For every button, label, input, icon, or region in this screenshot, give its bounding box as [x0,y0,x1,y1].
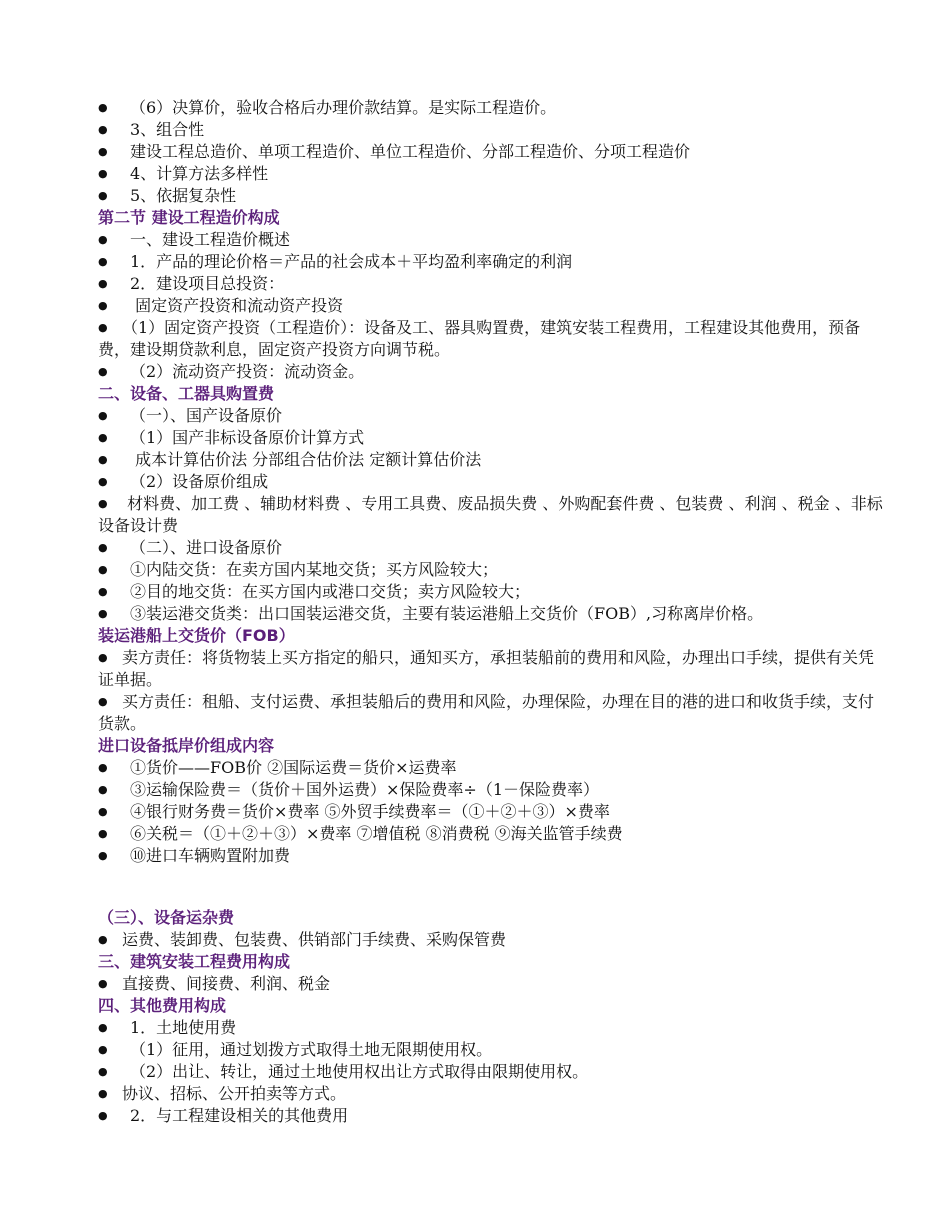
list-item-text: 1．产品的理论价格＝产品的社会成本＋平均盈利率确定的利润 [130,252,573,271]
bullet-icon: ● [98,365,108,378]
list-item [98,471,888,493]
list-item [98,581,888,603]
list-item-text: ③装运港交货类：出口国装运港交货，主要有装运港船上交货价（FOB）,习称离岸价格。 [130,604,764,623]
list-item [98,929,888,951]
bullet-icon: ● [98,1087,108,1100]
bullet-icon: ● [98,1043,108,1056]
list-item [98,845,888,867]
list-item-text: （2）出让、转让，通过土地使用权出让方式取得由限期使用权。 [130,1062,589,1081]
list-item-text: （2）设备原价组成 [130,472,269,491]
bullet-icon: ● [98,321,108,334]
bullet-icon: ● [98,805,108,818]
list-item [98,1061,888,1083]
section-heading [98,625,888,647]
bullet-icon: ● [98,189,108,202]
section-heading [98,907,888,929]
list-item [98,185,888,207]
list-item [98,801,888,823]
bullet-icon: ● [98,145,108,158]
section-heading [98,951,888,973]
section-heading [98,383,888,405]
list-item-text: 卖方责任：将货物装上买方指定的船只，通知买方，承担装船前的费用和风险，办理出口手续，提供有关凭证单据。 [98,648,875,689]
bullet-icon: ● [98,299,108,312]
bullet-icon: ● [98,123,108,136]
list-item [98,603,888,625]
bullet-icon: ● [98,933,108,946]
list-item [98,229,888,251]
bullet-icon: ● [98,1065,108,1078]
list-item [98,1083,888,1105]
list-item-text: 2．与工程建设相关的其他费用 [130,1106,349,1125]
list-item-text: 3、组合性 [130,120,205,139]
list-item-text: ③运输保险费＝（货价＋国外运费）×保险费率÷（1－保险费率） [130,780,599,799]
section-heading [98,735,888,757]
list-item-text: 直接费、间接费、利润、税金 [122,974,331,993]
heading-text: 装运港船上交货价（FOB） [98,626,295,645]
list-item [98,973,888,995]
list-item-text: ⑩进口车辆购置附加费 [130,846,291,865]
heading-text: 四、其他费用构成 [98,996,227,1015]
list-item-text: 一、建设工程造价概述 [130,230,291,249]
list-item [98,1105,888,1127]
list-item-text: 2．建设项目总投资： [130,274,285,293]
heading-text: （三）、设备运杂费 [98,908,235,927]
heading-text: 三、建筑安装工程费用构成 [98,952,291,971]
bullet-icon: ● [98,101,108,114]
bullet-icon: ● [98,695,108,708]
bullet-icon: ● [98,453,108,466]
bullet-icon: ● [98,167,108,180]
list-item [98,361,888,383]
bullet-icon: ● [98,761,108,774]
list-item [98,691,888,735]
bullet-icon: ● [98,497,108,510]
list-item [98,317,888,361]
bullet-icon: ● [98,475,108,488]
list-item [98,295,888,317]
bullet-icon: ● [98,977,108,990]
bullet-icon: ● [98,277,108,290]
list-item-text: （一）、国产设备原价 [130,406,283,425]
bullet-icon: ● [98,563,108,576]
list-item-text: （6）决算价，验收合格后办理价款结算。是实际工程造价。 [130,98,557,117]
bullet-icon: ● [98,827,108,840]
list-item [98,119,888,141]
list-item-text: （2）流动资产投资：流动资金。 [130,362,365,381]
section-heading [98,995,888,1017]
list-item [98,757,888,779]
bullet-icon: ● [98,1109,108,1122]
list-item [98,537,888,559]
bullet-icon: ● [98,541,108,554]
bullet-icon: ● [98,409,108,422]
list-item-text: ①内陆交货：在卖方国内某地交货；买方风险较大； [130,560,499,579]
list-item [98,647,888,691]
list-item [98,559,888,581]
list-item-text: 1．土地使用费 [130,1018,237,1037]
list-item-text: 材料费、加工费 、辅助材料费 、专用工具费、废品损失费 、外购配套件费 、包装费 、利润 、税金 、非标设备设计费 [98,494,883,535]
list-item-text: ④银行财务费＝货价×费率 ⑤外贸手续费率＝（①＋②＋③）×费率 [130,802,610,821]
list-item [98,251,888,273]
list-item [98,493,888,537]
list-item-text: （1）固定资产投资（工程造价）：设备及工、器具购置费，建筑安装工程费用，工程建设其他费用，预备费，建设期贷款利息，固定资产投资方向调节税。 [98,318,861,359]
list-item-text: ①货价——FOB价 ②国际运费＝货价×运费率 [130,758,457,777]
list-item [98,449,888,471]
list-item-text: ②目的地交货：在买方国内或港口交货；卖方风险较大； [130,582,531,601]
bullet-icon: ● [98,585,108,598]
heading-text: 二、设备、工器具购置费 [98,384,275,403]
list-item-text: （二）、进口设备原价 [130,538,283,557]
list-item [98,141,888,163]
bullet-icon: ● [98,849,108,862]
list-item-text: 协议、招标、公开拍卖等方式。 [122,1084,347,1103]
list-item-text: 固定资产投资和流动资产投资 [130,296,344,315]
list-item [98,1039,888,1061]
bullet-icon: ● [98,783,108,796]
bullet-icon: ● [98,651,108,664]
list-item-text: 4、计算方法多样性 [130,164,269,183]
list-item-text: 成本计算估价法 分部组合估价法 定额计算估价法 [130,450,482,469]
heading-text: 进口设备抵岸价组成内容 [98,736,275,755]
list-item [98,1017,888,1039]
list-item [98,427,888,449]
list-item-text: （1）征用，通过划拨方式取得土地无限期使用权。 [130,1040,493,1059]
bullet-icon: ● [98,607,108,620]
list-item-text: ⑥关税＝（①＋②＋③）×费率 ⑦增值税 ⑧消费税 ⑨海关监管手续费 [130,824,623,843]
list-item-text: 5、依据复杂性 [130,186,237,205]
bullet-icon: ● [98,233,108,246]
list-item-text: 建设工程总造价、单项工程造价、单位工程造价、分部工程造价、分项工程造价 [130,142,691,161]
list-item [98,405,888,427]
list-item-text: （1）国产非标设备原价计算方式 [130,428,365,447]
section-heading [98,207,888,229]
list-item [98,163,888,185]
bullet-icon: ● [98,431,108,444]
list-item [98,779,888,801]
list-item [98,97,888,119]
list-item [98,823,888,845]
list-item [98,273,888,295]
list-item-text: 买方责任：租船、支付运费、承担装船后的费用和风险，办理保险，办理在目的港的进口和收货手续，支付货款。 [98,692,875,733]
bullet-icon: ● [98,1021,108,1034]
heading-text: 第二节 建设工程造价构成 [98,208,280,227]
bullet-icon: ● [98,255,108,268]
list-item-text: 运费、装卸费、包装费、供销部门手续费、采购保管费 [122,930,507,949]
